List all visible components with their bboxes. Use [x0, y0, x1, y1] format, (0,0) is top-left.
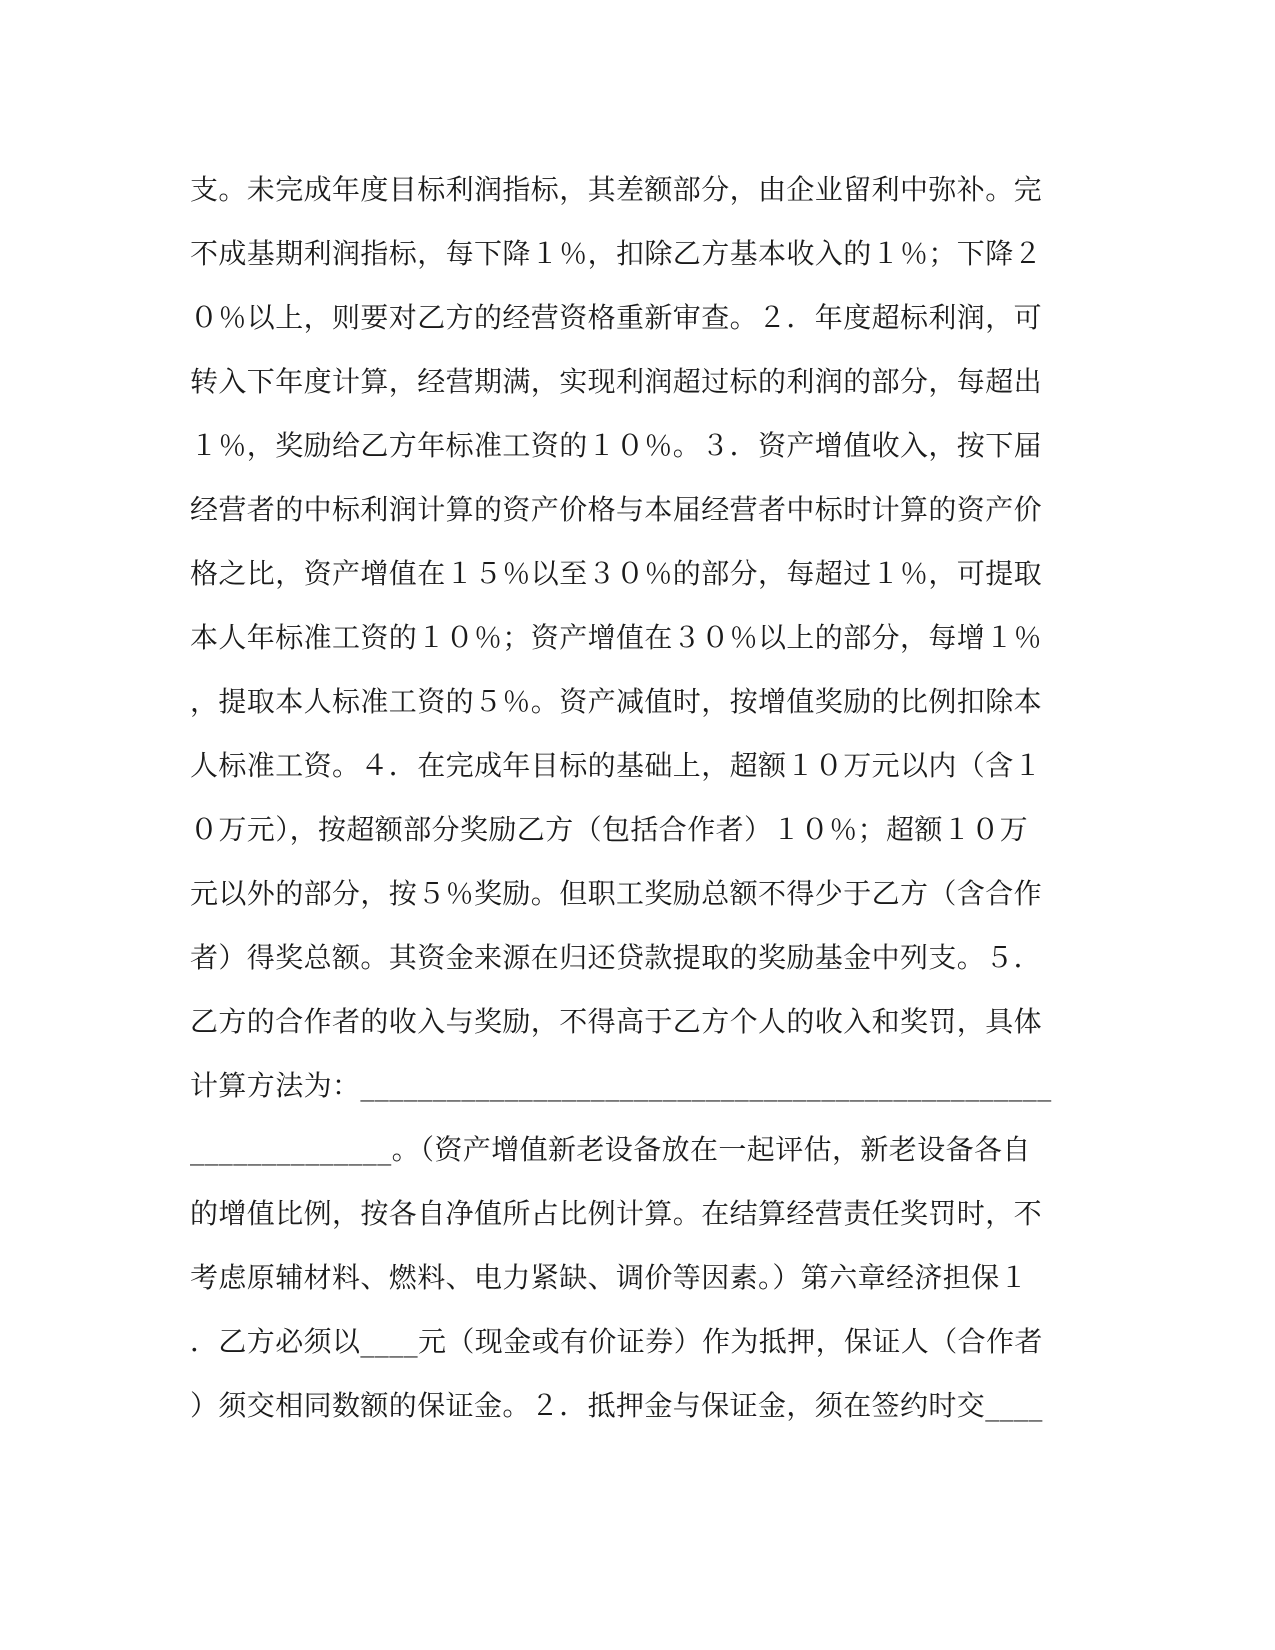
- text-line: １％，奖励给乙方年标准工资的１０％。３．资产增值收入，按下届: [190, 429, 1043, 462]
- text-line: 不成基期利润指标，每下降１％，扣除乙方基本收入的１％；下降２: [190, 237, 1043, 270]
- text-line: 考虑原辅材料、燃料、电力紧缺、调价等因素。）第六章经济担保１: [190, 1261, 1029, 1294]
- text-line: ，提取本人标准工资的５％。资产减值时，按增值奖励的比例扣除本: [190, 685, 1043, 718]
- text-line: ______________。（资产增值新老设备放在一起评估，新老设备各自: [190, 1133, 1031, 1166]
- text-line: 人标准工资。４．在完成年目标的基础上，超额１０万元以内（含１: [190, 749, 1043, 782]
- text-line: ）须交相同数额的保证金。２．抵押金与保证金，须在签约时交____: [190, 1389, 1043, 1422]
- text-line: 支。未完成年度目标利润指标，其差额部分，由企业留利中弥补。完: [190, 173, 1043, 206]
- text-line: 计算方法为：________________________________________________: [190, 1069, 1052, 1102]
- text-line: 的增值比例，按各自净值所占比例计算。在结算经营责任奖罚时，不: [190, 1197, 1043, 1230]
- document-body: [190, 158, 1070, 1438]
- text-line: 乙方的合作者的收入与奖励，不得高于乙方个人的收入和奖罚，具体: [190, 1005, 1043, 1038]
- text-line: 转入下年度计算，经营期满，实现利润超过标的利润的部分，每超出: [190, 365, 1043, 398]
- text-line: ０万元），按超额部分奖励乙方（包括合作者）１０％；超额１０万: [190, 813, 1029, 846]
- text-line: ．乙方必须以____元（现金或有价证券）作为抵押，保证人（合作者: [190, 1325, 1043, 1358]
- text-line: 经营者的中标利润计算的资产价格与本届经营者中标时计算的资产价: [190, 493, 1043, 526]
- text-line: 元以外的部分，按５％奖励。但职工奖励总额不得少于乙方（含合作: [190, 877, 1043, 910]
- text-line: ０％以上，则要对乙方的经营资格重新审查。２．年度超标利润，可: [190, 301, 1043, 334]
- text-line: 者）得奖总额。其资金来源在归还贷款提取的奖励基金中列支。５．: [190, 941, 1043, 974]
- text-line: 格之比，资产增值在１５％以至３０％的部分，每超过１％，可提取: [190, 557, 1043, 590]
- text-line: 本人年标准工资的１０％；资产增值在３０％以上的部分，每增１％: [190, 621, 1043, 654]
